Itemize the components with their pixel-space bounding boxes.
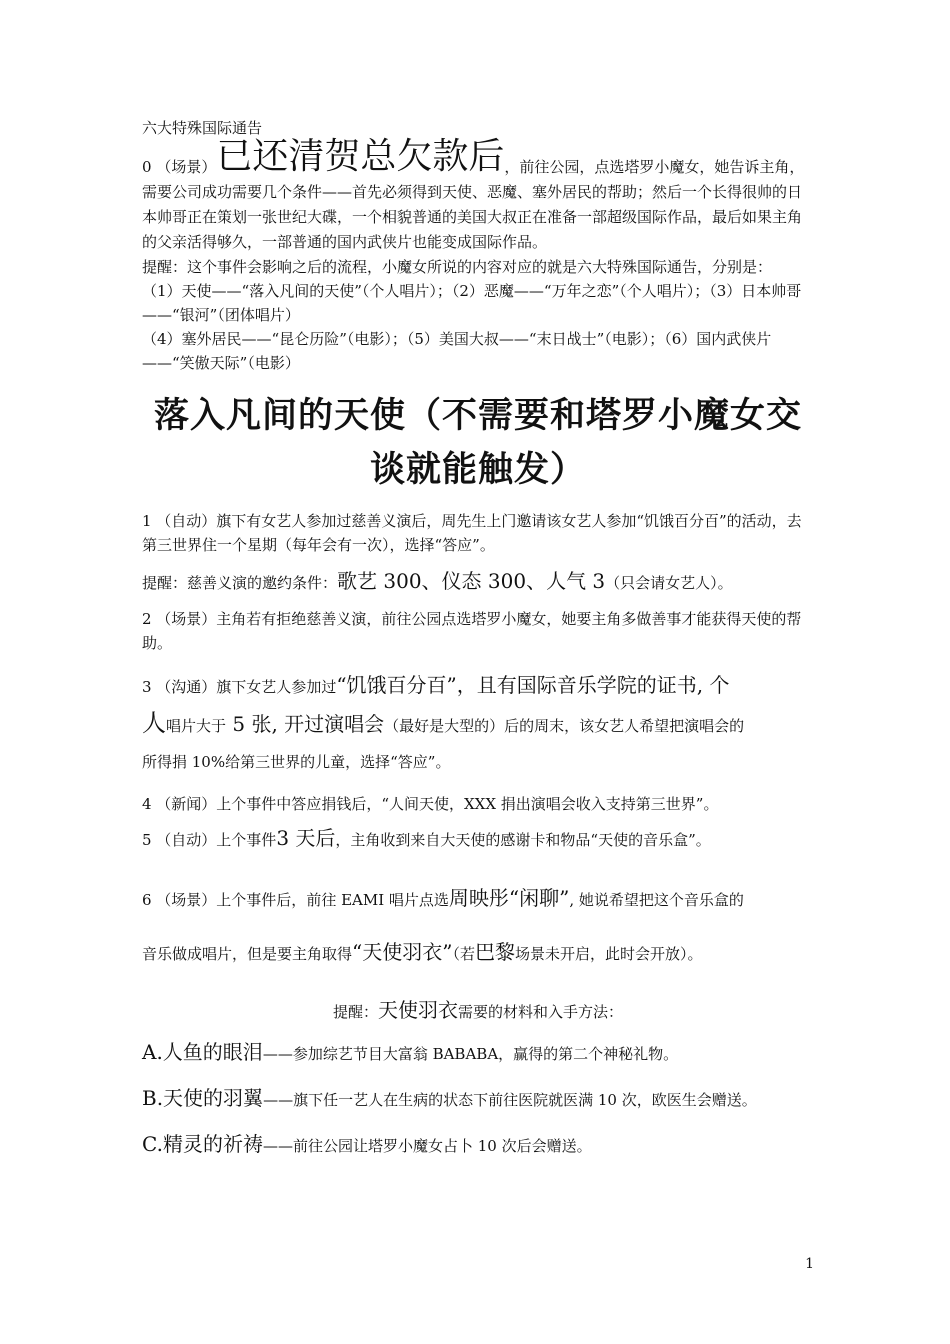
intro-tag: （场景）: [156, 158, 217, 176]
materials-tip-prefix: 提醒：: [332, 1003, 378, 1021]
event-item-3: [142, 667, 814, 780]
item-3-part-a: 3 （沟通）旗下女艺人参加过: [142, 678, 337, 696]
materials-tip-item: 天使羽衣: [378, 998, 458, 1022]
material-c-label: C.精灵的祈祷: [142, 1132, 263, 1156]
event-item-5: [142, 818, 814, 860]
intro-number: 0: [142, 158, 152, 176]
item-6-part-b: 周映彤“闲聊”: [448, 886, 570, 910]
intro-list-line-1: （1）天使——“落入凡间的天使”（个人唱片）；（2）恶魔——“万年之恋”（个人唱片）；（3）日本帅哥——“银河”（团体唱片）: [142, 282, 802, 324]
material-b-text: ——旗下任一艺人在生病的状态下前往医院就医满 10 次，欧医生会赠送。: [263, 1091, 757, 1109]
materials-tip: [142, 998, 814, 1024]
material-c-text: ——前往公园让塔罗小魔女占卜 10 次后会赠送。: [262, 1137, 592, 1155]
page-number: 1: [805, 1256, 814, 1272]
event-item-6: [142, 872, 814, 980]
materials-tip-suffix: 需要的材料和入手方法：: [458, 1003, 624, 1021]
material-a-text: ——参加综艺节目大富翁 BABABA，赢得的第二个神秘礼物。: [262, 1045, 679, 1063]
item-6-part-f: （若: [452, 945, 475, 963]
section-title: 落入凡间的天使（不需要和塔罗小魔女交谈就能触发）: [153, 395, 802, 490]
item-6-part-d: 音乐做成唱片，但是要主角取得: [142, 945, 353, 963]
intro-text: ，前往公园，点选塔罗小魔女，她告诉主角，需要公司成功需要几个条件——首先必须得到天使、恶魔、塞外居民的帮助；然后一个长得很帅的日本帅哥正在策划一张世纪大碟，一个相貌普通的美国大叔正在准备一部超级国际作品，最后如果主角的父亲活得够久，一部普通的国内武侠片也能变成国际作品。: [142, 158, 805, 251]
intro-heading: 已还清贺总欠款后: [216, 136, 505, 177]
material-b: [142, 1086, 814, 1112]
item-3-part-c: 人: [142, 709, 166, 737]
item-3-part-f: （最好是大型的）后的周末，该女艺人希望把演唱会的: [384, 717, 745, 735]
event-item-1: 1 （自动）旗下有女艺人参加过慈善义演后，周先生上门邀请该女艺人参加“饥饿百分百”的活动，去第三世界住一个星期（每年会有一次），选择“答应”。: [142, 512, 802, 554]
item-3-part-g: 所得捐 10%给第三世界的儿童，选择“答应”。: [142, 753, 451, 771]
item-3-part-d: 唱片大于: [166, 717, 227, 735]
item-6-part-h: 场景未开启，此时会开放）。: [514, 945, 703, 963]
item-6-part-a: 6 （场景）上个事件后，前往 EAMI 唱片点选: [142, 891, 449, 909]
event-item-4: 4 （新闻）上个事件中答应捐钱后，“人间天使，XXX 捐出演唱会收入支持第三世界”。: [142, 795, 719, 813]
tip-conditions: 歌艺 300、仪态 300、人气 3: [337, 569, 606, 593]
item-6-part-c: , 她说希望把这个音乐盒的: [569, 891, 744, 909]
material-a: [142, 1040, 814, 1066]
document-title: 六大特殊国际通告: [142, 119, 263, 137]
material-a-label: A.人鱼的眼泪: [142, 1040, 263, 1064]
document-body: [142, 116, 814, 1178]
item-5-part-b: 3 天后: [276, 826, 336, 850]
item-6-part-e: “天使羽衣”: [352, 940, 453, 964]
intro-tip: 提醒：这个事件会影响之后的流程，小魔女所说的内容对应的就是六大特殊国际通告，分别是：: [142, 258, 773, 276]
tip-suffix: （只会请女艺人）。: [605, 574, 733, 592]
item-3-part-b: “饥饿百分百”，且有国际音乐学院的证书, 个: [336, 673, 730, 697]
intro-list-line-2: （4）塞外居民——“昆仑历险”（电影）；（5）美国大叔——“末日战士”（电影）；（6）国内武侠片——“笑傲天际”（电影）: [142, 330, 772, 372]
intro-paragraph: [142, 136, 814, 255]
item-5-part-c: ，主角收到来自大天使的感谢卡和物品“天使的音乐盒”。: [335, 831, 711, 849]
item-3-part-e: 5 张, 开过演唱会: [226, 712, 385, 736]
item-6-part-g: 巴黎: [474, 940, 515, 964]
material-c: [142, 1132, 814, 1158]
event-item-1-tip: [142, 569, 814, 595]
event-item-2: 2 （场景）主角若有拒绝慈善义演，前往公园点选塔罗小魔女，她要主角多做善事才能获得天使的帮助。: [142, 610, 802, 652]
tip-prefix: 提醒：慈善义演的邀约条件：: [142, 574, 338, 592]
item-5-part-a: 5 （自动）上个事件: [142, 831, 277, 849]
material-b-label: B.天使的羽翼: [142, 1086, 264, 1110]
